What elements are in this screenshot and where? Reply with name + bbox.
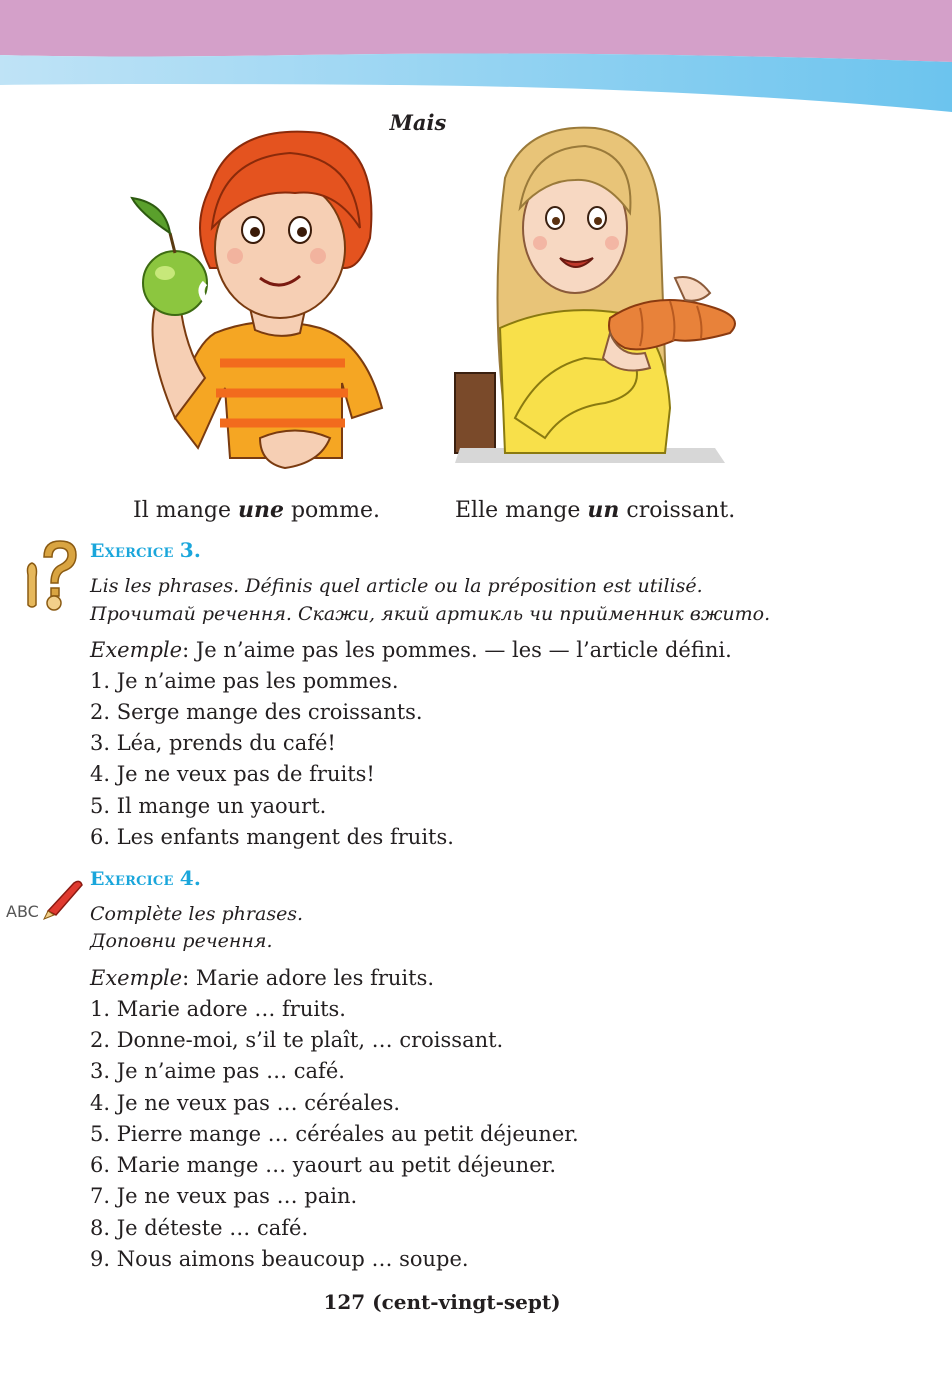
header-band <box>0 0 952 120</box>
exercise-3-item: 5. Il mange un yaourt. <box>90 794 327 818</box>
exercise-3-example: Exemple: Je n’aime pas les pommes. — les — l’article défini. <box>90 638 732 662</box>
page-number-footer <box>0 1290 884 1314</box>
exercise-3-item: 6. Les enfants mangent des fruits. <box>90 825 454 849</box>
exercise-4-item: 8. Je déteste … café. <box>90 1216 309 1240</box>
exercise-3-item: 4. Je ne veux pas de fruits! <box>90 762 375 786</box>
exercise-3-instruction-fr: Lis les phrases. Définis quel article ou la préposition est utilisé. <box>90 575 703 597</box>
exercise-4-item: 7. Je ne veux pas … pain. <box>90 1184 358 1208</box>
exercise-4-item: 4. Je ne veux pas … céréales. <box>90 1091 401 1115</box>
exercise-4-example: Exemple: Marie adore les fruits. <box>90 966 435 990</box>
abc-icon-text: ABC <box>6 902 39 921</box>
caption-boy: Il mange une pomme. <box>133 497 381 523</box>
caption-girl: Elle mange un croissant. <box>455 497 736 523</box>
exercise-4-item: 2. Donne-moi, s’il te plaît, … croissant. <box>90 1028 504 1052</box>
abc-pencil-icon <box>4 875 86 925</box>
exercise-4-heading: Exercice 4. <box>90 866 201 890</box>
girl-eating-croissant-illustration <box>445 118 745 483</box>
exercise-4-item: 5. Pierre mange … céréales au petit déjeuner. <box>90 1122 579 1146</box>
exercise-3-heading: Exercice 3. <box>90 538 201 562</box>
exercise-4-item: 6. Marie mange … yaourt au petit déjeuner. <box>90 1153 557 1177</box>
question-mark-icon <box>22 535 80 613</box>
exercise-3-item: 2. Serge mange des croissants. <box>90 700 423 724</box>
exercise-4-instruction-fr: Complète les phrases. <box>90 903 304 925</box>
exercise-4-item: 3. Je n’aime pas … café. <box>90 1059 345 1083</box>
page-number-words: (cent-vingt-sept) <box>365 1290 561 1314</box>
mais-heading: Mais <box>389 110 447 135</box>
exercise-3-item: 1. Je n’aime pas les pommes. <box>90 669 399 693</box>
exercise-3-instruction-ua: Прочитай речення. Скажи, який артикль чи прийменник вжито. <box>90 603 771 625</box>
exercise-4-instruction-ua: Доповни речення. <box>90 930 273 952</box>
exercise-4-item: 9. Nous aimons beaucoup … soupe. <box>90 1247 469 1271</box>
exercise-4-item: 1. Marie adore … fruits. <box>90 997 346 1021</box>
boy-eating-apple-illustration <box>120 118 410 483</box>
exercise-3-item: 3. Léa, prends du café! <box>90 731 336 755</box>
page-number: 127 <box>323 1290 366 1314</box>
